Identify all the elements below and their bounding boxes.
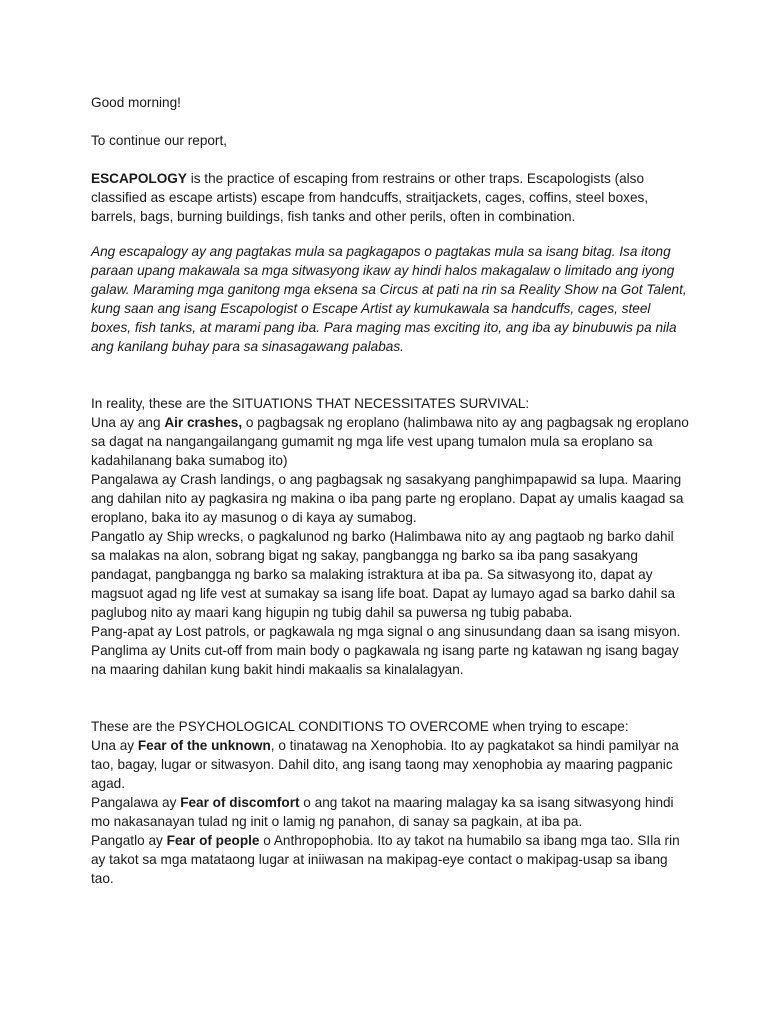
situation-item-crash-landings: Pangalawa ay Crash landings, o ang pagbagsak ng sasakyang panghimpapawid sa lupa. Maaring ang dahilan nito ay pagkasira ng makina o iba pang parte ng eroplano. Dapat ay umalis kaagad sa eroplano, baka ito ay masunog o di kaya ay sumabog. [91,472,684,525]
condition-item-2-prefix: Pangalawa ay [91,795,181,810]
condition-item-2-text: o ang takot na maaring malagay ka sa isang sitwasyong hindi mo nakasanayan tulad ng init o lamig ng panahon, di sanay sa pagkain, at iba pa. [91,795,674,829]
intro-line: To continue our report, [91,133,228,148]
situation-item-air-crashes [91,413,691,470]
situation-item-1-term: Air crashes, [164,415,243,430]
situation-item-1-text: o pagbagsak ng eroplano (halimbawa nito ay ang pagbagsak ng eroplano sa dagat na nangangailangang gumamit ng mga life vest upang tumalon mula sa eroplano sa kadahilanang baka sumabog ito) [91,415,689,468]
condition-item-fear-of-people [91,831,691,888]
condition-item-1-text: , o tinatawag na Xenophobia. Ito ay pagkatakot sa hindi pamilyar na tao, bagay, lugar or sitwasyon. Dahil dito, ang isang taong may xenophobia ay maaring pagpanic agad. [91,738,679,791]
condition-item-3-text: o Anthropophobia. Ito ay takot na humabilo sa ibang mga tao. SIla rin ay takot sa mga matataong lugar at iniiwasan na makipag-eye contact o makipag-usap sa ibang tao. [91,833,680,886]
condition-item-3-prefix: Pangatlo ay [91,833,167,848]
condition-item-1-prefix: Una ay [91,738,138,753]
tagalog-paragraph: Ang escapalogy ay ang pagtakas mula sa pagkagapos o pagtakas mula sa isang bitag. Isa itong paraan upang makawala sa mga sitwasyong ikaw ay hindi halos makagalaw o limitado ang iyong galaw. Maraming mga ganitong mga eksena sa Circus at pati na rin sa Reality Show na Got Talent, kung saan ang isang Escapologist o Escape Artist ay kumukawala sa handcuffs, cages, steel boxes, fish tanks, at marami pang iba. Para maging mas exciting ito, ang iba ay binubuwis pa nila ang kanilang buhay para sa sinasagawang palabas. [91,244,687,354]
definition-paragraph [91,169,691,226]
situation-item-1-prefix: Una ay ang [91,415,165,430]
situation-item-ship-wrecks: Pangatlo ay Ship wrecks, o pagkalunod ng barko (Halimbawa nito ay ang pagtaob ng barko dahil sa malakas na alon, sobrang bigat ng sakay, pangbangga ng barko sa iba pang sasakyang pandagat, pangbangga ng barko sa malaking istraktura at iba pa. Sa sitwasyong ito, dapat ay magsuot agad ng life vest at sumakay sa isang life boat. Dapat ay lumayo agad sa barko dahil sa paglubog nito ay maari kang higupin ng tubig dahil sa puwersa ng tubig pababa. [91,529,676,620]
condition-item-fear-of-unknown [91,736,691,793]
condition-item-2-term: Fear of discomfort [180,795,300,810]
situations-heading: In reality, these are the SITUATIONS THAT NECESSITATES SURVIVAL: [91,396,530,411]
greeting: Good morning! [91,95,181,110]
condition-item-1-term: Fear of the unknown [137,738,271,753]
condition-item-3-term: Fear of people [166,833,260,848]
document-page [91,93,691,888]
definition-text: is the practice of escaping from restrains or other traps. Escapologists (also classified as escape artists) escape from handcuffs, straitjackets, cages, coffins, steel boxes, barrels, bags, burning buildings, fish tanks and other perils, often in combination. [91,171,649,224]
conditions-heading: These are the PSYCHOLOGICAL CONDITIONS TO OVERCOME when trying to escape: [91,719,629,734]
condition-item-fear-of-discomfort [91,793,691,831]
definition-term: ESCAPOLOGY [91,171,187,186]
situation-item-lost-patrols: Pang-apat ay Lost patrols, or pagkawala ng mga signal o ang sinusundang daan sa isang misyon. [91,624,681,639]
situation-item-units-cut-off: Panglima ay Units cut-off from main body o pagkawala ng isang parte ng katawan ng isang bagay na maaring dahilan kung bakit hindi makaalis sa kinalalagyan. [91,643,679,677]
